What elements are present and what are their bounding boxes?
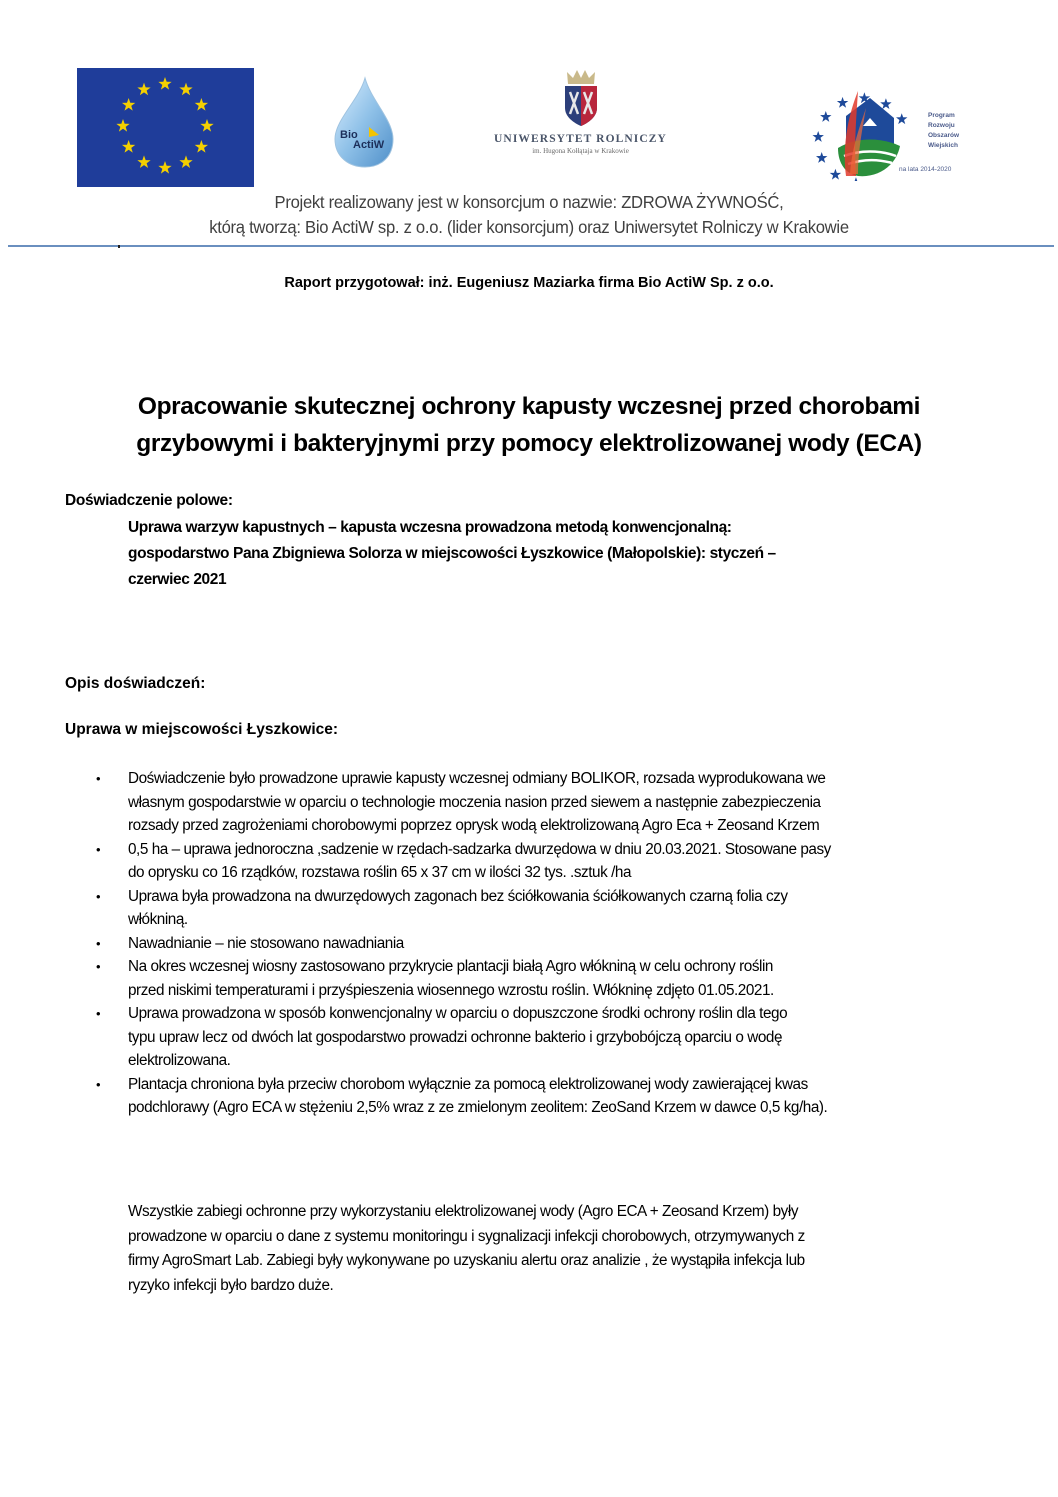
bullet-icon: • — [96, 959, 101, 974]
bullet-text-line: podchlorawy (Agro ECA w stężeniu 2,5% wraz z ze zmielonym zeolitem: ZeoSand Krzem w dawce 0,5 kg/ha). — [128, 1099, 828, 1116]
star-icon — [896, 113, 907, 124]
field-experiment-description-line: czerwiec 2021 — [128, 571, 227, 588]
bullet-item — [96, 1002, 1016, 1073]
prow-emblem-icon — [808, 86, 908, 181]
consortium-text-line-1: Projekt realizowany jest w konsorcjum o nazwie: ZDROWA ŻYWNOŚĆ, — [274, 192, 784, 212]
bioactiw-logo-text-2: ActiW — [353, 139, 385, 151]
prow-text-line: Rozwoju — [928, 122, 955, 129]
location-heading: Uprawa w miejscowości Łyszkowice: — [65, 721, 339, 738]
field-experiment-description-line: Uprawa warzyw kapustnych – kapusta wczesna prowadzona metodą konwencjonalną: — [128, 519, 732, 536]
star-icon — [820, 111, 831, 122]
prow-text — [928, 111, 959, 151]
summary-line: Wszystkie zabiegi ochronne przy wykorzystaniu elektrolizowanej wody (Agro ECA + Zeosand Krzem) były — [128, 1203, 799, 1220]
star-icon — [830, 169, 841, 180]
prow-text-line: Program — [928, 112, 955, 119]
bullet-text-line: włókniną. — [128, 911, 188, 928]
summary-paragraph — [128, 1200, 1008, 1298]
experiment-bullet-list — [96, 767, 1016, 1120]
bullet-item — [96, 885, 1016, 932]
bullet-text-line: elektrolizowana. — [128, 1052, 231, 1069]
bullet-text-line: Nawadnianie – nie stosowano nawadniania — [128, 934, 404, 952]
bullet-text-line: Doświadczenie było prowadzone uprawie kapusty wczesnej odmiany BOLIKOR, rozsada wyprodukowana we — [128, 770, 826, 787]
field-experiment-label: Doświadczenie polowe: — [65, 492, 233, 509]
star-icon — [837, 97, 848, 108]
prow-text-line: Wiejskich — [928, 142, 958, 149]
university-subtitle: im. Hugona Kołłątaja w Krakowie — [532, 147, 629, 155]
summary-line: firmy AgroSmart Lab. Zabiegi były wykonywane po uzyskaniu alertu oraz analizie , że wystąpiła infekcja lub — [128, 1252, 805, 1269]
eu-stars-icon — [77, 68, 254, 187]
water-drop-icon — [325, 75, 400, 170]
star-icon — [816, 152, 827, 163]
bullet-text-line: przed niskimi temperaturami i przyśpieszenia wiosennego wzrostu roślin. Włókninę zdjęto 01.05.2021. — [128, 981, 774, 999]
report-title-line-2: grzybowymi i bakteryjnymi przy pomocy elektrolizowanej wody (ECA) — [136, 430, 922, 457]
bioactiw-logo-text-1: Bio — [340, 129, 358, 141]
bullet-icon: • — [96, 935, 101, 951]
bullet-text-line: 0,5 ha – uprawa jednoroczna ,sadzenie w rzędach-sadzarka dwurzędowa w dniu 20.03.2021. Stosowane pasy — [128, 840, 831, 858]
summary-line: prowadzone w oparciu o dane z systemu monitoringu i sygnalizacji infekcji chorobowych, otrzymywanych z — [128, 1227, 805, 1245]
prow-years: na lata 2014-2020 — [899, 166, 952, 173]
bullet-text-line: własnym gospodarstwie w oparciu o technologie moczenia nasion przed siewem a następnie zabezpieczenia — [128, 793, 821, 811]
star-icon — [812, 131, 823, 142]
bullet-icon: • — [96, 1006, 101, 1021]
university-crest-icon — [561, 68, 601, 128]
report-author: Raport przygotował: inż. Eugeniusz Maziarka firma Bio ActiW Sp. z o.o. — [284, 275, 774, 291]
eu-flag-logo — [77, 68, 254, 187]
description-heading: Opis doświadczeń: — [65, 675, 206, 692]
bullet-text-line: rozsady przed zagrożeniami chorobowymi poprzez oprysk wodą elektrolizowaną Agro Eca + Zeosand Krzem — [128, 817, 820, 834]
field-experiment-description-line: gospodarstwo Pana Zbigniewa Solorza w miejscowości Łyszkowice (Małopolskie): styczeń – — [128, 545, 776, 562]
bullet-item — [96, 838, 1016, 885]
bullet-item — [96, 955, 1016, 1002]
consortium-text-line-2: którą tworzą: Bio ActiW sp. z o.o. (lider konsorcjum) oraz Uniwersytet Rolniczy w Krakowie — [209, 217, 849, 237]
summary-line: ryzyko infekcji było bardzo duże. — [128, 1276, 334, 1294]
header-divider-mark — [118, 245, 120, 248]
university-logo — [488, 68, 673, 168]
header-divider — [8, 245, 1054, 247]
bullet-icon: • — [96, 841, 101, 857]
bullet-item — [96, 767, 1016, 838]
report-title-line-1: Opracowanie skutecznej ochrony kapusty wczesnej przed chorobami — [137, 393, 921, 420]
bullet-icon: • — [96, 771, 101, 786]
star-icon — [880, 98, 891, 109]
bullet-icon: • — [96, 888, 101, 904]
bullet-text-line: typu upraw lecz od dwóch lat gospodarstwo prowadzi ochronne bakterio i grzybobójczą oparciu o wodę — [128, 1028, 783, 1046]
bullet-icon: • — [96, 1076, 101, 1092]
bullet-text-line: Uprawa była prowadzona na dwurzędowych zagonach bez ściółkowania ściółkowanych czarną folia czy — [128, 887, 788, 905]
prow-text-line: Obszarów — [928, 132, 960, 139]
bioactiw-logo — [325, 75, 400, 170]
university-name: UNIWERSYTET ROLNICZY — [494, 133, 667, 145]
prow-logo — [808, 86, 978, 181]
bullet-text-line: do oprysku co 16 rządków, rozstawa roślin 65 x 37 cm w ilości 32 tys. .sztuk /ha — [128, 864, 632, 881]
bullet-text-line: Na okres wczesnej wiosny zastosowano przykrycie plantacji białą Agro włókniną w celu ochrony roślin — [128, 958, 773, 975]
bullet-item — [96, 1073, 1016, 1120]
star-icon — [850, 177, 861, 181]
bullet-text-line: Uprawa prowadzona w sposób konwencjonalny w oparciu o dopuszczone środki ochrony roślin dla tego — [128, 1005, 788, 1022]
bullet-text-line: Plantacja chroniona była przeciw chorobom wyłącznie za pomocą elektrolizowanej wody zawierającej kwas — [128, 1075, 808, 1093]
bullet-item — [96, 932, 1016, 956]
